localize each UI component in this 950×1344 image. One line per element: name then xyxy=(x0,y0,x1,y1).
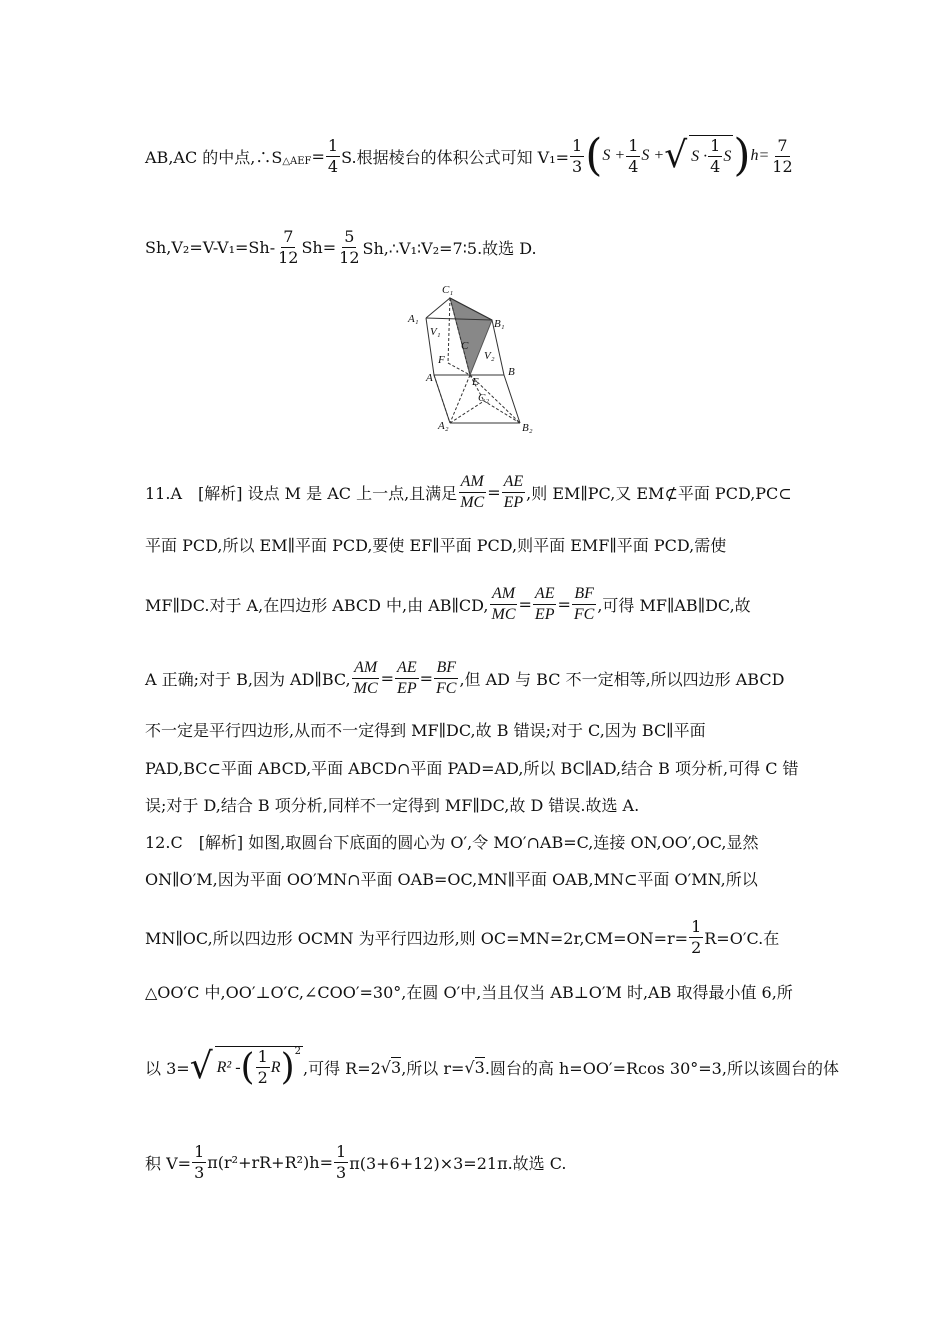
numerator: AM xyxy=(459,472,486,493)
numerator: AM xyxy=(490,584,517,605)
q12-line5 xyxy=(145,1046,839,1088)
q11-text: A 正确;对于 B,因为 AD∥BC, xyxy=(145,670,351,689)
p1-text-e: S + xyxy=(641,147,665,164)
label-a: A xyxy=(426,372,433,384)
p1-line1 xyxy=(145,130,796,181)
left-paren: ( xyxy=(240,1046,255,1088)
numerator: 1 xyxy=(628,135,639,155)
label-e: E xyxy=(472,376,479,388)
numerator: 7 xyxy=(777,135,788,155)
q11-line2: 平面 PCD,所以 EM∥平面 PCD,要使 EF∥平面 PCD,则平面 EMF∥平面 PCD,需使 xyxy=(145,536,727,555)
denominator: 4 xyxy=(710,157,721,176)
q12-line2: ON∥O′M,因为平面 OO′MN∩平面 OAB=OC,MN∥平面 OAB,MN⊂平面 O′MN,所以 xyxy=(145,870,758,889)
equals: = xyxy=(419,669,433,688)
label-b: B xyxy=(508,366,515,378)
p2-text-c: Sh,∴V₁∶V₂=7∶5.故选 D. xyxy=(362,239,537,258)
numerator: BF xyxy=(434,658,458,679)
q11-line3 xyxy=(145,584,751,625)
label-b2: B₂ xyxy=(522,422,533,434)
q11-fraction xyxy=(502,472,526,513)
q12-text: ,可得 R=2 xyxy=(302,1058,381,1078)
denominator: 12 xyxy=(772,156,793,176)
radicand-a: S · xyxy=(691,147,708,165)
q11-fraction xyxy=(572,584,596,625)
equals: = xyxy=(380,669,395,688)
numerator: BF xyxy=(572,584,596,605)
label-a1: A₁ xyxy=(408,313,419,325)
equals: = xyxy=(518,595,532,614)
numerator: AE xyxy=(395,658,419,679)
frustum-figure xyxy=(404,283,546,438)
denominator: 12 xyxy=(339,248,360,267)
q11-fraction xyxy=(490,584,518,625)
q12-fraction xyxy=(256,1047,270,1088)
right-paren: ) xyxy=(733,130,751,181)
numerator: 1 xyxy=(194,1142,205,1161)
denominator: 4 xyxy=(628,156,639,176)
numerator: AM xyxy=(352,658,379,679)
radical-sign-icon: √ xyxy=(189,1046,213,1087)
equals: = xyxy=(487,483,501,502)
radicand-b: R xyxy=(270,1058,281,1076)
q12-text: 以 3= xyxy=(145,1058,190,1078)
p2-fraction xyxy=(276,227,300,268)
numerator: 1 xyxy=(691,917,702,936)
denominator: EP xyxy=(397,680,417,697)
radicand xyxy=(689,135,733,177)
denominator: 4 xyxy=(327,156,339,176)
q11-fraction xyxy=(395,658,419,699)
denominator: FC xyxy=(573,606,595,623)
radical-sign-icon: √ xyxy=(664,135,688,176)
radicand-b: S xyxy=(723,147,732,165)
radical-sign-icon: √ xyxy=(380,1057,391,1077)
numerator: 1 xyxy=(572,135,583,155)
numerator: 7 xyxy=(283,227,294,246)
denominator: FC xyxy=(436,680,457,697)
denominator: MC xyxy=(491,606,516,623)
numerator: 1 xyxy=(336,1142,347,1161)
q12-line6 xyxy=(145,1142,567,1183)
label-c2: C₂ xyxy=(478,392,490,404)
radicand-value: 3 xyxy=(474,1058,485,1077)
q11-line7: 误;对于 D,结合 B 项分析,同样不一定得到 MF∥DC,故 D 错误.故选 A. xyxy=(145,796,640,815)
denominator: 3 xyxy=(194,1163,205,1182)
denominator: 3 xyxy=(336,1163,347,1182)
q12-line4: △OO′C 中,OO′⊥O′C,∠COO′=30°,在圆 O′中,当且仅当 AB⊥O′M 时,AB 取得最小值 6,所 xyxy=(145,983,793,1002)
label-b1: B₁ xyxy=(494,318,505,330)
q12-text: π(r²+rR+R²)h= xyxy=(207,1153,333,1172)
radicand-value: 3 xyxy=(391,1058,402,1077)
q11-line5: 不一定是平行四边形,从而不一定得到 MF∥DC,故 B 错误;对于 C,因为 BC∥平面 xyxy=(145,721,706,740)
numerator: AE xyxy=(533,584,557,605)
q11-line1 xyxy=(145,472,792,513)
label-c1: C₁ xyxy=(442,284,454,296)
radical-sign-icon: √ xyxy=(464,1057,475,1077)
denominator: 3 xyxy=(572,156,583,176)
label-v2: V₂ xyxy=(484,350,495,362)
q11-fraction xyxy=(352,658,380,699)
p1-text-c: S.根据棱台的体积公式可知 V₁= xyxy=(341,147,570,167)
q11-text: ,但 AD 与 BC 不一定相等,所以四边形 ABCD xyxy=(459,670,785,689)
q12-text: R=O′C.在 xyxy=(704,929,780,948)
numerator: 5 xyxy=(344,227,355,246)
p2-line xyxy=(145,227,537,268)
q12-line3 xyxy=(145,917,779,958)
exponent: 2 xyxy=(294,1046,301,1057)
denominator: 2 xyxy=(257,1068,268,1087)
p1-text-a: AB,AC 的中点,∴S xyxy=(145,147,283,167)
q11-text: 11.A [解析] 设点 M 是 AC 上一点,且满足 xyxy=(145,484,458,503)
p1-fraction xyxy=(326,136,340,177)
q12-fraction xyxy=(334,1142,348,1183)
p1-fraction xyxy=(626,136,640,177)
label-c: C xyxy=(461,340,469,352)
numerator: AE xyxy=(502,472,526,493)
q12-text: 积 V= xyxy=(145,1154,192,1173)
p2-text-b: Sh= xyxy=(301,238,337,257)
q11-fraction xyxy=(533,584,557,625)
label-a2: A₂ xyxy=(438,420,449,432)
q12-text: ,所以 r= xyxy=(401,1058,465,1078)
p1-text-g: h= xyxy=(750,147,770,164)
q11-text: MF∥DC.对于 A,在四边形 ABCD 中,由 AB∥CD, xyxy=(145,596,489,615)
p1-subscript: △AEF xyxy=(282,155,312,167)
q12-text: .圆台的高 h=OO′=Rcos 30°=3,所以该圆台的体 xyxy=(484,1058,839,1078)
p1-text-d: S + xyxy=(602,147,626,164)
q12-fraction xyxy=(192,1142,206,1183)
denominator: EP xyxy=(534,606,555,623)
q12-text: MN∥OC,所以四边形 OCMN 为平行四边形,则 OC=MN=2r,CM=ON=r= xyxy=(145,929,689,948)
numerator: 1 xyxy=(257,1047,268,1066)
q11-fraction xyxy=(458,472,486,513)
p1-fraction xyxy=(570,136,584,177)
p1-eq: = xyxy=(311,146,325,166)
p1-fraction xyxy=(708,136,722,177)
q11-fraction xyxy=(434,658,458,699)
denominator: MC xyxy=(460,494,485,511)
q11-text: ,可得 MF∥AB∥DC,故 xyxy=(597,596,751,615)
q11-text: ,则 EM∥PC,又 EM⊄平面 PCD,PC⊂ xyxy=(526,484,792,503)
q12-fraction xyxy=(689,917,703,958)
q11-line6: PAD,BC⊂平面 ABCD,平面 ABCD∩平面 PAD=AD,所以 BC∥AD,结合 B 项分析,可得 C 错 xyxy=(145,759,799,778)
label-f: F xyxy=(438,354,445,366)
radicand-a: R² - xyxy=(216,1058,241,1076)
denominator: EP xyxy=(503,494,524,511)
denominator: 2 xyxy=(691,938,702,957)
radicand xyxy=(215,1046,303,1088)
p2-text-a: Sh,V₂=V-V₁=Sh- xyxy=(145,238,276,257)
q11-line4 xyxy=(145,658,784,699)
q12-line1: 12.C [解析] 如图,取圆台下底面的圆心为 O′,令 MO′∩AB=C,连接 ON,OO′,OC,显然 xyxy=(145,833,759,852)
numerator: 1 xyxy=(710,136,721,155)
left-paren: ( xyxy=(585,130,603,181)
numerator: 1 xyxy=(327,135,339,155)
label-v1: V₁ xyxy=(430,326,441,338)
p1-fraction xyxy=(770,136,794,177)
p2-fraction xyxy=(337,227,361,268)
q12-text: π(3+6+12)×3=21π.故选 C. xyxy=(349,1154,567,1173)
denominator: 12 xyxy=(278,248,299,267)
right-paren: ) xyxy=(280,1046,295,1088)
equals: = xyxy=(557,595,571,614)
denominator: MC xyxy=(353,680,378,697)
